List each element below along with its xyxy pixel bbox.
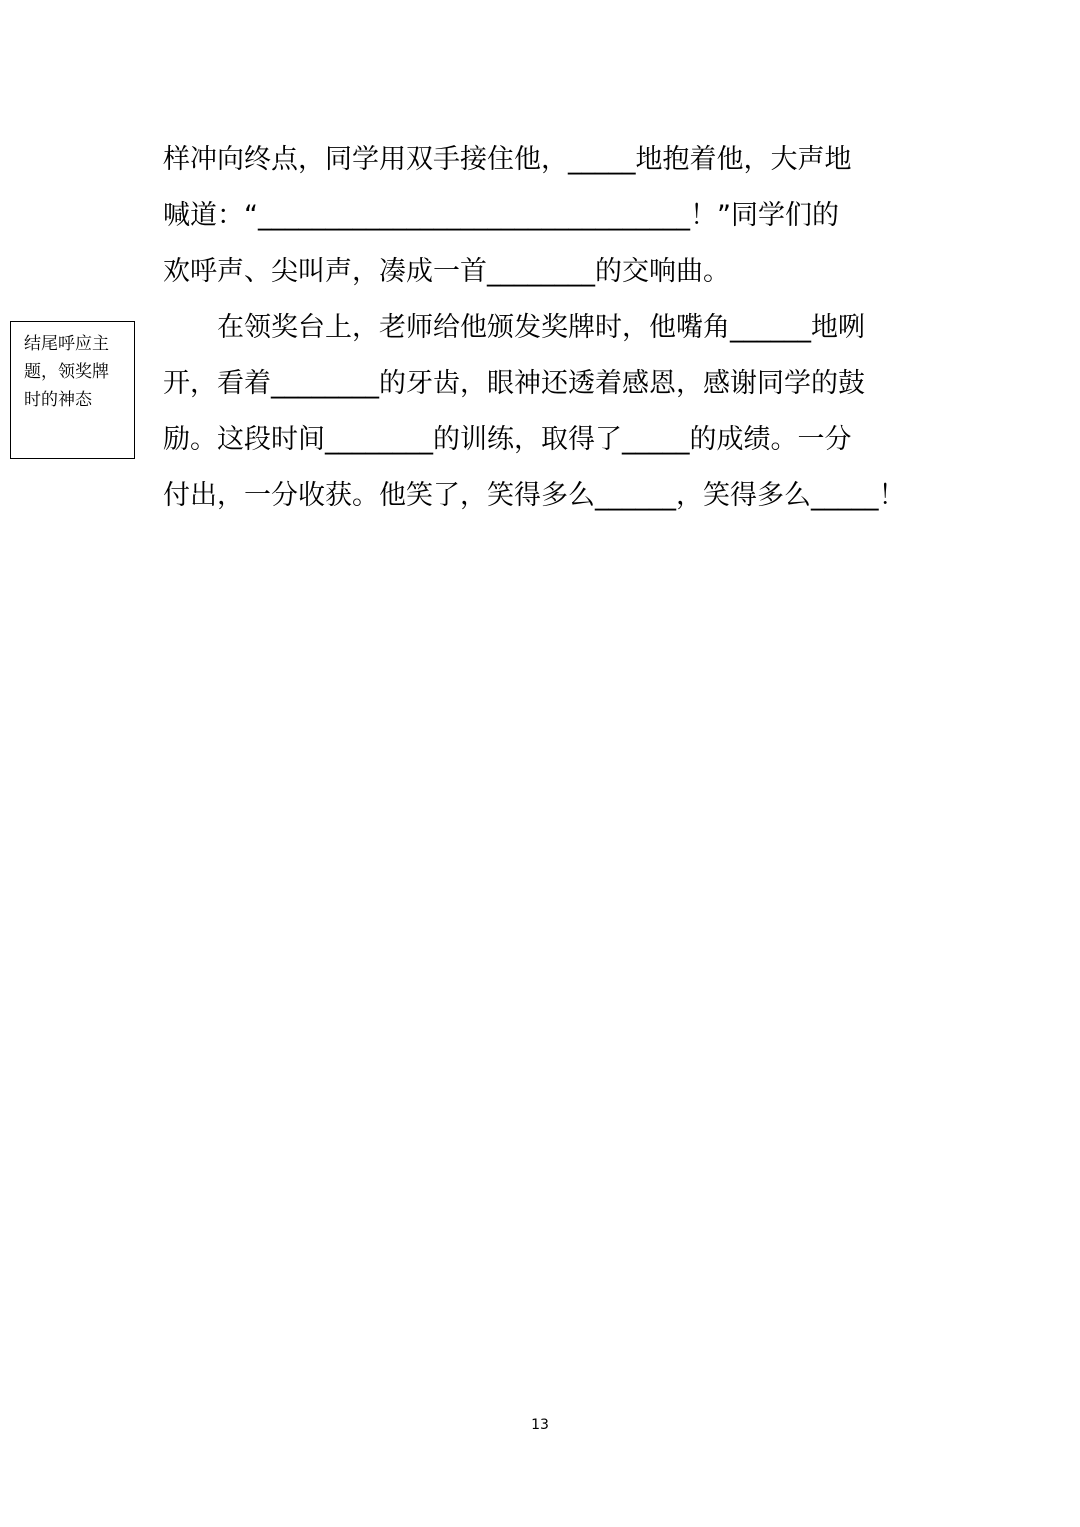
passage-line-1: 样冲向终点，同学用双手接住他，_____地抱着他，大声地 [163,144,852,175]
passage-text [163,132,923,524]
margin-annotation-box [10,321,135,459]
passage-line-6: 励。这段时间________的训练，取得了_____的成绩。一分 [163,424,852,455]
passage-line-3: 欢呼声、尖叫声，凑成一首________的交响曲。 [163,256,730,287]
passage-line-4: 在领奖台上，老师给他颁发奖牌时，他嘴角______地咧 [163,312,865,343]
passage-line-7: 付出，一分收获。他笑了，笑得多么______，笑得多么_____！ [163,480,906,511]
passage-line-5: 开，看着________的牙齿，眼神还透着感恩，感谢同学的鼓 [163,368,865,399]
page-number: 13 [531,1417,549,1433]
passage-line-2: 喊道：“________________________________！”同学们的 [163,200,839,231]
annotation-line-1: 结尾呼应主 [24,334,109,354]
annotation-line-2: 题，领奖牌 [24,362,109,382]
annotation-line-3: 时的神态 [24,390,92,410]
